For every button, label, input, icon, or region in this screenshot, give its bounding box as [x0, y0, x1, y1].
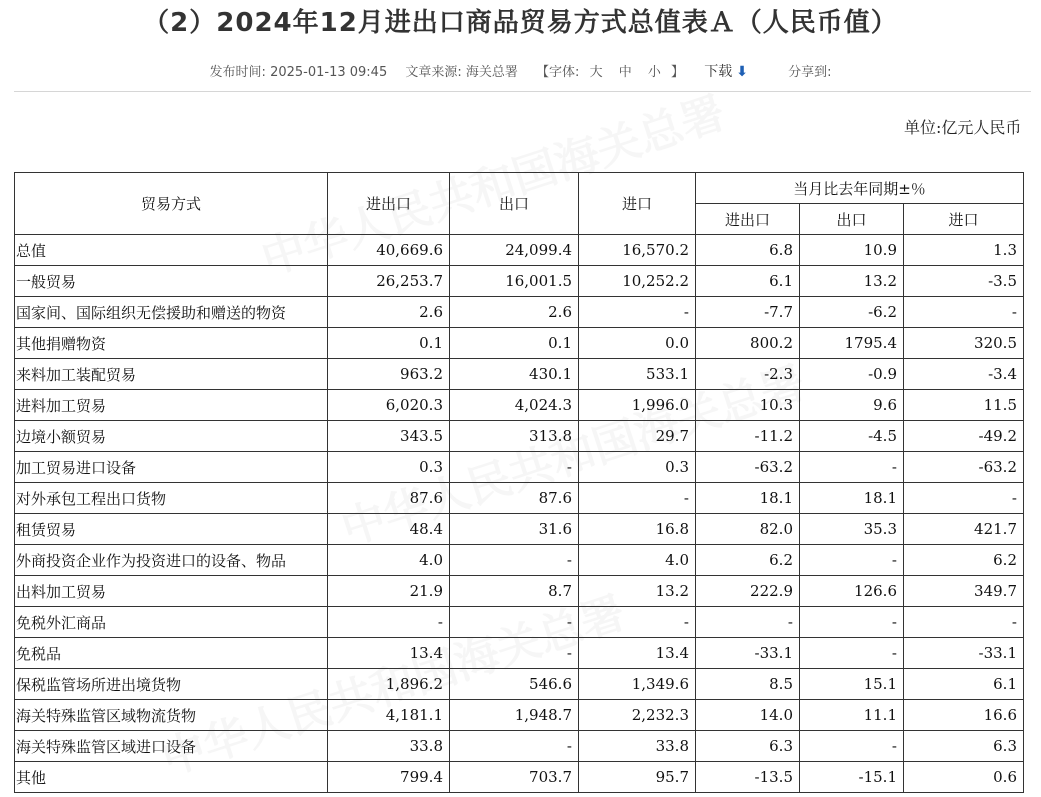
- download-arrow-icon: ⬇: [736, 64, 748, 80]
- table-body: [15, 235, 1024, 793]
- source: 海关总署: [465, 65, 518, 80]
- cell-yoy-export: 18.1: [800, 483, 904, 514]
- table-row: [15, 297, 1024, 328]
- cell-trade-mode: 海关特殊监管区域进口设备: [15, 731, 328, 762]
- table-row: [15, 700, 1024, 731]
- cell-import: -: [579, 483, 696, 514]
- share-label: 分享到:: [788, 65, 832, 80]
- cell-total: 963.2: [328, 359, 450, 390]
- cell-yoy-export: 9.6: [800, 390, 904, 421]
- cell-yoy-import: 16.6: [904, 700, 1024, 731]
- table-row: [15, 266, 1024, 297]
- cell-yoy-total: 6.1: [696, 266, 800, 297]
- cell-yoy-import: 6.2: [904, 545, 1024, 576]
- cell-total: 1,896.2: [328, 669, 450, 700]
- cell-yoy-import: 11.5: [904, 390, 1024, 421]
- cell-import: 1,349.6: [579, 669, 696, 700]
- table-row: [15, 669, 1024, 700]
- cell-yoy-import: 0.6: [904, 762, 1024, 793]
- cell-yoy-import: -: [904, 607, 1024, 638]
- cell-trade-mode: 外商投资企业作为投资进口的设备、物品: [15, 545, 328, 576]
- cell-yoy-export: 11.1: [800, 700, 904, 731]
- header-yoy-import: 进口: [904, 204, 1024, 235]
- cell-total: 4,181.1: [328, 700, 450, 731]
- cell-trade-mode: 免税外汇商品: [15, 607, 328, 638]
- cell-yoy-total: -7.7: [696, 297, 800, 328]
- download-label: 下载: [704, 64, 733, 80]
- cell-total: 0.1: [328, 328, 450, 359]
- cell-yoy-export: -: [800, 545, 904, 576]
- cell-export: 31.6: [450, 514, 579, 545]
- cell-import: 29.7: [579, 421, 696, 452]
- cell-yoy-total: 6.2: [696, 545, 800, 576]
- cell-yoy-import: 6.3: [904, 731, 1024, 762]
- cell-yoy-import: 421.7: [904, 514, 1024, 545]
- header-yoy-export: 出口: [800, 204, 904, 235]
- cell-trade-mode: 进料加工贸易: [15, 390, 328, 421]
- cell-import: 16.8: [579, 514, 696, 545]
- cell-trade-mode: 其他捐赠物资: [15, 328, 328, 359]
- cell-yoy-export: -15.1: [800, 762, 904, 793]
- cell-export: 546.6: [450, 669, 579, 700]
- cell-total: 343.5: [328, 421, 450, 452]
- cell-total: -: [328, 607, 450, 638]
- cell-import: 10,252.2: [579, 266, 696, 297]
- cell-trade-mode: 租赁贸易: [15, 514, 328, 545]
- table-row: [15, 235, 1024, 266]
- cell-yoy-export: -0.9: [800, 359, 904, 390]
- unit-label: 单位:亿元人民币: [904, 118, 1022, 137]
- cell-trade-mode: 海关特殊监管区域物流货物: [15, 700, 328, 731]
- cell-total: 21.9: [328, 576, 450, 607]
- cell-yoy-export: -: [800, 607, 904, 638]
- cell-yoy-import: 6.1: [904, 669, 1024, 700]
- cell-yoy-export: -: [800, 731, 904, 762]
- cell-yoy-export: 13.2: [800, 266, 904, 297]
- cell-trade-mode: 保税监管场所进出境货物: [15, 669, 328, 700]
- cell-export: -: [450, 638, 579, 669]
- table-row: [15, 638, 1024, 669]
- table-row: [15, 514, 1024, 545]
- cell-import: 0.3: [579, 452, 696, 483]
- cell-yoy-import: -63.2: [904, 452, 1024, 483]
- cell-export: -: [450, 607, 579, 638]
- cell-export: 313.8: [450, 421, 579, 452]
- cell-export: 24,099.4: [450, 235, 579, 266]
- cell-import: 2,232.3: [579, 700, 696, 731]
- cell-total: 2.6: [328, 297, 450, 328]
- cell-yoy-import: 1.3: [904, 235, 1024, 266]
- font-size-close-bracket: 】: [671, 65, 685, 80]
- cell-export: -: [450, 545, 579, 576]
- cell-yoy-export: 1795.4: [800, 328, 904, 359]
- cell-yoy-export: -: [800, 452, 904, 483]
- header-yoy-total: 进出口: [696, 204, 800, 235]
- cell-trade-mode: 其他: [15, 762, 328, 793]
- cell-export: 16,001.5: [450, 266, 579, 297]
- source-label: 文章来源:: [405, 65, 462, 80]
- header-import: 进口: [579, 173, 696, 235]
- cell-import: 4.0: [579, 545, 696, 576]
- cell-export: -: [450, 731, 579, 762]
- cell-trade-mode: 总值: [15, 235, 328, 266]
- cell-trade-mode: 一般贸易: [15, 266, 328, 297]
- cell-export: 2.6: [450, 297, 579, 328]
- divider: [14, 91, 1031, 92]
- cell-yoy-total: -11.2: [696, 421, 800, 452]
- cell-yoy-total: 222.9: [696, 576, 800, 607]
- cell-yoy-import: 349.7: [904, 576, 1024, 607]
- cell-total: 40,669.6: [328, 235, 450, 266]
- cell-total: 26,253.7: [328, 266, 450, 297]
- cell-trade-mode: 边境小额贸易: [15, 421, 328, 452]
- cell-import: 16,570.2: [579, 235, 696, 266]
- cell-total: 13.4: [328, 638, 450, 669]
- cell-yoy-total: 800.2: [696, 328, 800, 359]
- cell-export: 0.1: [450, 328, 579, 359]
- cell-yoy-import: -33.1: [904, 638, 1024, 669]
- trade-mode-table: [14, 172, 1024, 793]
- cell-yoy-import: 320.5: [904, 328, 1024, 359]
- font-size-small-link[interactable]: 小: [647, 65, 661, 80]
- cell-yoy-export: 10.9: [800, 235, 904, 266]
- cell-import: 0.0: [579, 328, 696, 359]
- cell-export: 703.7: [450, 762, 579, 793]
- cell-yoy-export: 126.6: [800, 576, 904, 607]
- cell-export: 1,948.7: [450, 700, 579, 731]
- cell-yoy-total: 10.3: [696, 390, 800, 421]
- font-size-medium-link[interactable]: 中: [618, 65, 632, 80]
- cell-yoy-export: -: [800, 638, 904, 669]
- cell-total: 799.4: [328, 762, 450, 793]
- header-trade-mode: 贸易方式: [15, 173, 328, 235]
- cell-export: -: [450, 452, 579, 483]
- download-link[interactable]: [704, 61, 748, 81]
- cell-total: 6,020.3: [328, 390, 450, 421]
- font-size-large-link[interactable]: 大: [589, 65, 603, 80]
- publish-time: 2025-01-13 09:45: [270, 65, 388, 80]
- cell-yoy-export: 15.1: [800, 669, 904, 700]
- cell-import: 95.7: [579, 762, 696, 793]
- cell-import: 33.8: [579, 731, 696, 762]
- cell-import: 1,996.0: [579, 390, 696, 421]
- cell-yoy-total: 18.1: [696, 483, 800, 514]
- cell-yoy-total: -63.2: [696, 452, 800, 483]
- table-row: [15, 452, 1024, 483]
- cell-total: 0.3: [328, 452, 450, 483]
- cell-trade-mode: 加工贸易进口设备: [15, 452, 328, 483]
- cell-yoy-total: -: [696, 607, 800, 638]
- cell-yoy-export: -6.2: [800, 297, 904, 328]
- header-export: 出口: [450, 173, 579, 235]
- cell-trade-mode: 免税品: [15, 638, 328, 669]
- cell-export: 430.1: [450, 359, 579, 390]
- cell-total: 33.8: [328, 731, 450, 762]
- cell-yoy-import: -: [904, 483, 1024, 514]
- cell-yoy-export: 35.3: [800, 514, 904, 545]
- cell-yoy-total: -2.3: [696, 359, 800, 390]
- cell-yoy-import: -: [904, 297, 1024, 328]
- cell-yoy-total: 6.3: [696, 731, 800, 762]
- table-row: [15, 607, 1024, 638]
- cell-trade-mode: 国家间、国际组织无偿援助和赠送的物资: [15, 297, 328, 328]
- cell-export: 4,024.3: [450, 390, 579, 421]
- cell-trade-mode: 出料加工贸易: [15, 576, 328, 607]
- table-row: [15, 483, 1024, 514]
- cell-yoy-total: 8.5: [696, 669, 800, 700]
- article-meta: [0, 61, 1041, 81]
- cell-yoy-total: 6.8: [696, 235, 800, 266]
- cell-yoy-total: -33.1: [696, 638, 800, 669]
- cell-total: 48.4: [328, 514, 450, 545]
- cell-yoy-import: -3.4: [904, 359, 1024, 390]
- header-yoy-group: 当月比去年同期±％: [696, 173, 1024, 204]
- cell-trade-mode: 对外承包工程出口货物: [15, 483, 328, 514]
- cell-import: 13.4: [579, 638, 696, 669]
- cell-export: 87.6: [450, 483, 579, 514]
- cell-yoy-import: -49.2: [904, 421, 1024, 452]
- table-row: [15, 328, 1024, 359]
- cell-yoy-export: -4.5: [800, 421, 904, 452]
- cell-trade-mode: 来料加工装配贸易: [15, 359, 328, 390]
- table-row: [15, 421, 1024, 452]
- table-row: [15, 762, 1024, 793]
- table-row: [15, 576, 1024, 607]
- cell-total: 87.6: [328, 483, 450, 514]
- cell-yoy-total: 82.0: [696, 514, 800, 545]
- cell-export: 8.7: [450, 576, 579, 607]
- cell-import: -: [579, 607, 696, 638]
- cell-import: -: [579, 297, 696, 328]
- font-size-label: 【字体:: [536, 65, 580, 80]
- cell-import: 13.2: [579, 576, 696, 607]
- cell-total: 4.0: [328, 545, 450, 576]
- cell-yoy-total: 14.0: [696, 700, 800, 731]
- cell-import: 533.1: [579, 359, 696, 390]
- table-row: [15, 731, 1024, 762]
- table-row: [15, 359, 1024, 390]
- cell-yoy-total: -13.5: [696, 762, 800, 793]
- cell-yoy-import: -3.5: [904, 266, 1024, 297]
- table-row: [15, 390, 1024, 421]
- publish-time-label: 发布时间:: [209, 65, 266, 80]
- table-row: [15, 545, 1024, 576]
- page-title: （2）2024年12月进出口商品贸易方式总值表Ａ（人民币值）: [143, 8, 898, 38]
- header-total: 进出口: [328, 173, 450, 235]
